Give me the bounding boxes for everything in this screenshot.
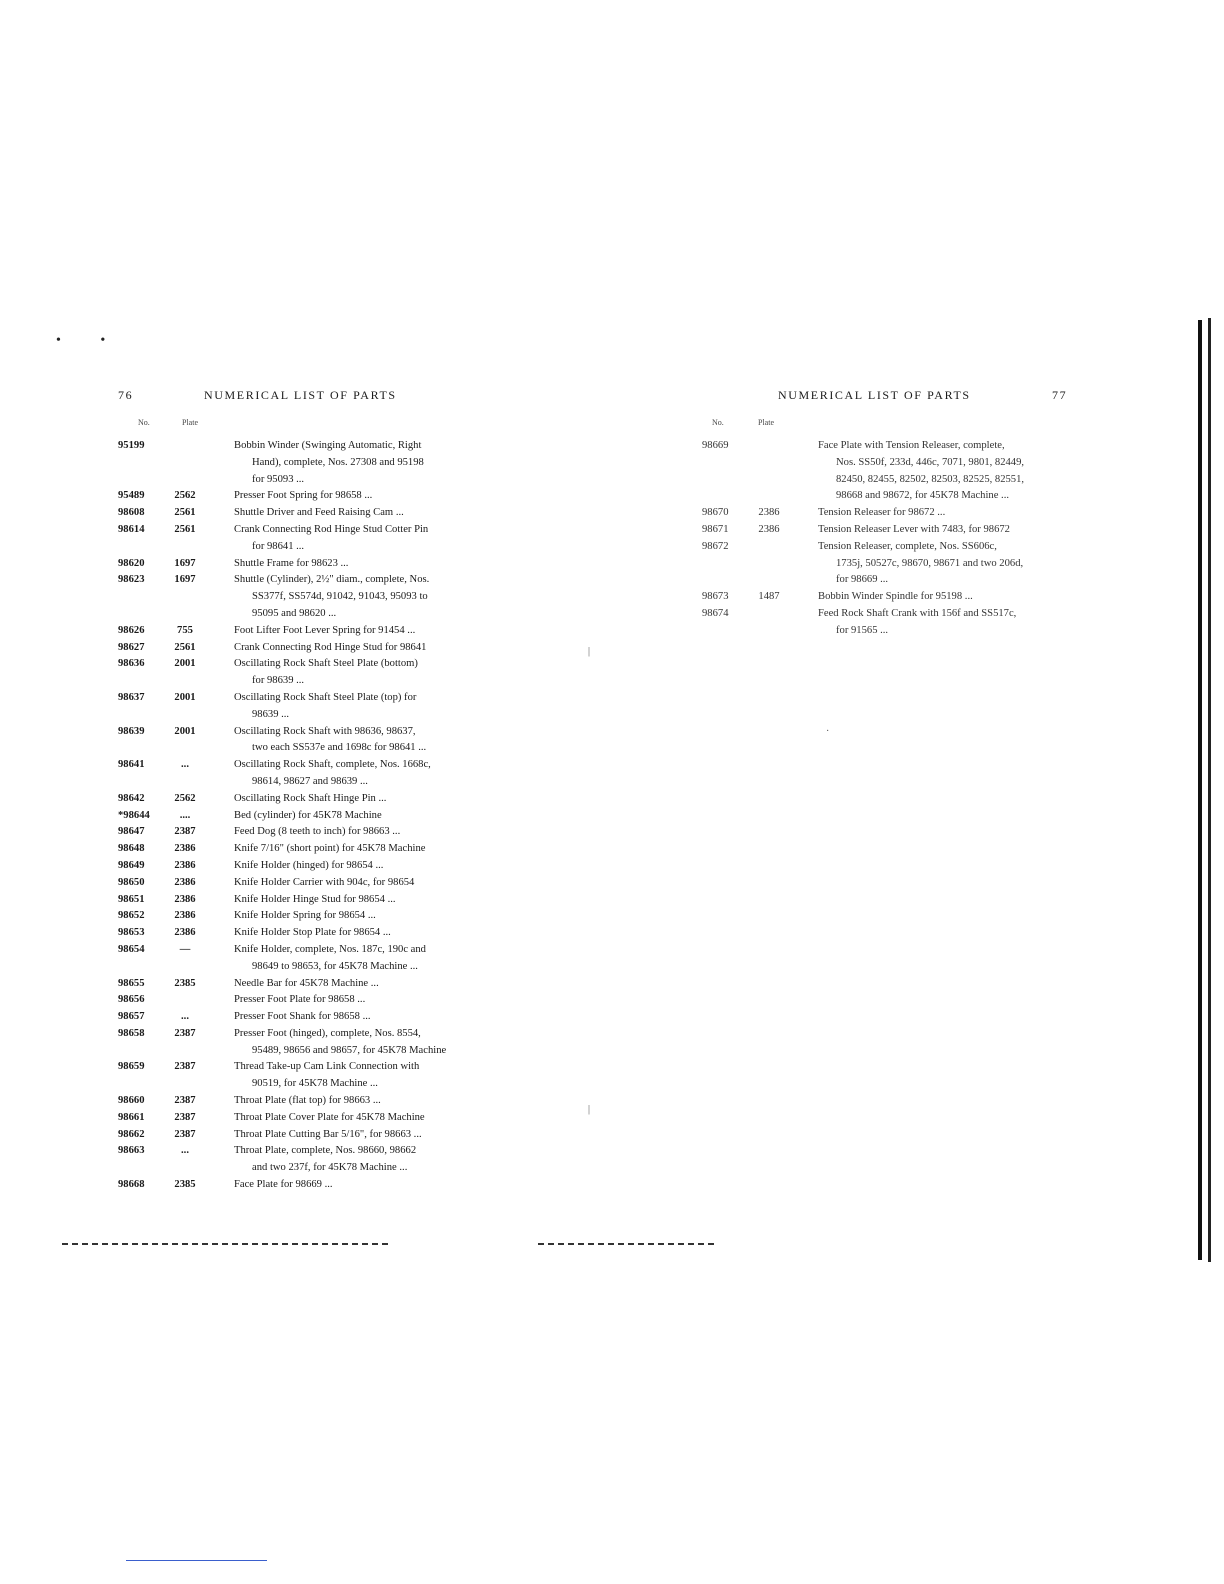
description-line: Nos. SS50f, 233d, 446c, 7071, 9801, 82449,: [836, 456, 1025, 468]
part-number: 98636: [118, 658, 145, 670]
part-description: [226, 1110, 494, 1127]
description-line: Knife 7/16" (short point) for 45K78 Machine: [234, 843, 426, 855]
list-item: [118, 1009, 494, 1026]
plate-number: 755: [177, 624, 193, 636]
parts-list: [118, 438, 494, 1194]
list-item: [118, 841, 494, 858]
description-line: 90519, for 45K78 Machine ...: [252, 1078, 378, 1090]
part-number: 98657: [118, 1011, 145, 1023]
list-item: [702, 539, 1074, 589]
description-line: two each SS537e and 1698c for 98641 ...: [252, 742, 427, 754]
description-line: Shuttle Driver and Feed Raising Cam ...: [234, 507, 404, 519]
list-item: [118, 488, 494, 505]
part-description: [226, 841, 494, 858]
part-number: 98650: [118, 876, 145, 888]
part-number: 98662: [118, 1128, 145, 1140]
description-line: Feed Rock Shaft Crank with 156f and SS517c,: [818, 607, 1017, 619]
list-item: [118, 824, 494, 841]
plate-number: 2386: [758, 523, 780, 535]
plate-number: [166, 438, 226, 488]
part-number: 98661: [118, 1111, 145, 1123]
description-line: Shuttle Frame for 98623 ...: [234, 557, 349, 569]
plate-number: 1697: [174, 574, 196, 586]
description-line: Knife Holder Stop Plate for 98654 ...: [234, 927, 391, 939]
part-description: [226, 1026, 494, 1060]
description-line: 1735j, 50527c, 98670, 98671 and two 206d,: [836, 557, 1024, 569]
description-line: Oscillating Rock Shaft Steel Plate (top) for: [234, 691, 417, 703]
part-description: [226, 976, 494, 993]
left-page-header: [118, 388, 494, 408]
description-line: Tension Releaser for 98672 ...: [818, 507, 946, 519]
description-line: Hand), complete, Nos. 27308 and 95198: [252, 456, 424, 468]
part-description: [226, 488, 494, 505]
description-line: Knife Holder Hinge Stud for 98654 ...: [234, 893, 396, 905]
plate-number: [750, 539, 810, 589]
plate-number: 2561: [174, 507, 196, 519]
plate-number: ...: [181, 1145, 189, 1157]
plate-number: 1487: [758, 591, 780, 603]
part-number: 98648: [118, 843, 145, 855]
part-description: [810, 589, 1074, 606]
left-page: [118, 388, 494, 1194]
list-item: [118, 724, 494, 758]
scan-speck-marks: • •: [56, 333, 124, 348]
list-item: [118, 808, 494, 825]
list-item: [118, 522, 494, 556]
list-item: [702, 589, 1074, 606]
part-number: 95199: [118, 440, 145, 451]
description-line: Presser Foot Shank for 98658 ...: [234, 1011, 371, 1023]
right-page: [702, 388, 1074, 640]
part-description: [226, 556, 494, 573]
description-line: 98649 to 98653, for 45K78 Machine ...: [252, 960, 418, 972]
col-no-header: No.: [138, 418, 150, 427]
description-line: for 98669 ...: [836, 574, 889, 586]
list-item: [118, 875, 494, 892]
description-line: Tension Releaser Lever with 7483, for 98672: [818, 523, 1010, 535]
part-number: 95489: [118, 490, 145, 502]
description-line: Oscillating Rock Shaft Hinge Pin ...: [234, 792, 387, 804]
description-line: Foot Lifter Foot Lever Spring for 91454 ...: [234, 624, 416, 636]
description-line: Knife Holder (hinged) for 98654 ...: [234, 859, 384, 871]
part-number: 98656: [118, 994, 145, 1006]
part-number: 98672: [702, 540, 729, 552]
plate-number: 1697: [174, 557, 196, 569]
part-description: [226, 808, 494, 825]
plate-number: 2386: [174, 910, 196, 922]
part-number: 98671: [702, 523, 729, 535]
description-line: for 98639 ...: [252, 675, 305, 687]
description-line: Crank Connecting Rod Hinge Stud for 98641: [234, 641, 427, 653]
part-description: [226, 1093, 494, 1110]
description-line: Oscillating Rock Shaft with 98636, 98637,: [234, 725, 416, 737]
part-number: 98626: [118, 624, 145, 636]
description-line: Tension Releaser, complete, Nos. SS606c,: [818, 540, 997, 552]
list-item: [118, 1093, 494, 1110]
description-line: Throat Plate (flat top) for 98663 ...: [234, 1095, 381, 1107]
description-line: 82450, 82455, 82502, 82503, 82525, 82551,: [836, 473, 1025, 485]
description-line: for 91565 ...: [836, 624, 889, 636]
part-number: 98674: [702, 607, 729, 619]
description-line: SS377f, SS574d, 91042, 91043, 95093 to: [252, 591, 428, 603]
list-item: [118, 556, 494, 573]
parts-list: [702, 438, 1074, 640]
part-description: [226, 992, 494, 1009]
list-item: [118, 623, 494, 640]
list-item: [118, 572, 494, 622]
part-number: 98614: [118, 523, 145, 535]
part-number: 98655: [118, 977, 145, 989]
part-description: [226, 438, 494, 488]
column-headers: [118, 418, 494, 432]
list-item: [118, 1026, 494, 1060]
list-item: [118, 925, 494, 942]
col-no-header: No.: [712, 418, 724, 427]
plate-number: 2386: [174, 893, 196, 905]
list-item: [118, 1127, 494, 1144]
binding-edge: [1198, 320, 1202, 1260]
part-description: [226, 858, 494, 875]
part-number: 98623: [118, 574, 145, 586]
list-item: [118, 640, 494, 657]
part-description: [226, 908, 494, 925]
bottom-scan-artifact: [62, 1243, 392, 1245]
part-description: [226, 505, 494, 522]
description-line: for 95093 ...: [252, 473, 305, 485]
plate-number: 2387: [174, 1095, 196, 1107]
list-item: [118, 438, 494, 488]
part-number: 98647: [118, 826, 145, 838]
description-line: Throat Plate Cutting Bar 5/16", for 98663 ...: [234, 1128, 422, 1140]
list-item: [118, 908, 494, 925]
part-number: 98637: [118, 691, 145, 703]
plate-number: ...: [181, 759, 189, 771]
part-description: [810, 606, 1074, 640]
list-item: [118, 1143, 494, 1177]
description-line: Bobbin Winder Spindle for 95198 ...: [818, 591, 973, 603]
part-description: [226, 757, 494, 791]
description-line: Presser Foot Spring for 98658 ...: [234, 490, 373, 502]
plate-number: 2386: [174, 927, 196, 939]
col-plate-header: Plate: [182, 418, 198, 427]
bottom-link-underline: [126, 1560, 267, 1561]
part-description: [226, 791, 494, 808]
list-item: [118, 892, 494, 909]
description-line: and two 237f, for 45K78 Machine ...: [252, 1162, 408, 1174]
page-number: 76: [118, 388, 134, 402]
list-item: [118, 791, 494, 808]
part-number: 98669: [702, 440, 729, 451]
plate-number: 2561: [174, 641, 196, 653]
part-description: [226, 1059, 494, 1093]
part-number: 98659: [118, 1061, 145, 1073]
part-number: 98660: [118, 1095, 145, 1107]
gutter-mark: |: [588, 646, 591, 657]
description-line: Presser Foot Plate for 98658 ...: [234, 994, 366, 1006]
list-item: [702, 438, 1074, 505]
plate-number: 2387: [174, 1128, 196, 1140]
part-number: 98670: [702, 507, 729, 519]
list-item: [118, 757, 494, 791]
part-number: 98652: [118, 910, 145, 922]
list-item: [118, 976, 494, 993]
page-number: 77: [1052, 388, 1068, 402]
description-line: Face Plate with Tension Releaser, complete,: [818, 440, 1005, 451]
part-number: 98673: [702, 591, 729, 603]
part-number: 98627: [118, 641, 145, 653]
plate-number: 2561: [174, 523, 196, 535]
description-line: 98639 ...: [252, 708, 290, 720]
description-line: Needle Bar for 45K78 Machine ...: [234, 977, 379, 989]
right-page-header: [702, 388, 1074, 408]
page-title: NUMERICAL LIST OF PARTS: [778, 388, 971, 402]
plate-number: 2385: [174, 1179, 196, 1191]
description-line: Oscillating Rock Shaft, complete, Nos. 1668c,: [234, 759, 431, 771]
description-line: Knife Holder Spring for 98654 ...: [234, 910, 376, 922]
plate-number: 2386: [174, 876, 196, 888]
plate-number: 2387: [174, 1111, 196, 1123]
plate-number: [166, 992, 226, 1009]
part-number: 98663: [118, 1145, 145, 1157]
plate-number: ...: [181, 1011, 189, 1023]
plate-number: 2001: [174, 691, 196, 703]
description-line: Face Plate for 98669 ...: [234, 1179, 333, 1191]
list-item: [118, 1059, 494, 1093]
list-item: [118, 656, 494, 690]
list-item: [118, 858, 494, 875]
plate-number: 2385: [174, 977, 196, 989]
description-line: 98668 and 98672, for 45K78 Machine ...: [836, 490, 1010, 502]
part-description: [226, 572, 494, 622]
list-item: [702, 522, 1074, 539]
part-number: 98653: [118, 927, 145, 939]
part-number: 98639: [118, 725, 145, 737]
part-number: 98620: [118, 557, 145, 569]
part-description: [226, 875, 494, 892]
description-line: Presser Foot (hinged), complete, Nos. 8554,: [234, 1027, 421, 1039]
description-line: Oscillating Rock Shaft Steel Plate (bottom): [234, 658, 418, 670]
plate-number: 2001: [174, 658, 196, 670]
list-item: [118, 992, 494, 1009]
part-number: 98608: [118, 507, 145, 519]
scan-speck: ·: [826, 726, 830, 737]
part-description: [810, 522, 1074, 539]
description-line: Throat Plate, complete, Nos. 98660, 98662: [234, 1145, 417, 1157]
part-description: [226, 1177, 494, 1194]
description-line: Bobbin Winder (Swinging Automatic, Right: [234, 440, 422, 451]
plate-number: 2386: [174, 859, 196, 871]
list-item: [118, 1110, 494, 1127]
plate-number: —: [179, 943, 191, 955]
description-line: 95095 and 98620 ...: [252, 607, 337, 619]
plate-number: 2386: [758, 507, 780, 519]
part-description: [226, 925, 494, 942]
part-number: 98641: [118, 759, 145, 771]
plate-number: ....: [179, 809, 191, 821]
plate-number: 2562: [174, 792, 196, 804]
description-line: for 98641 ...: [252, 540, 305, 552]
plate-number: [750, 438, 810, 505]
part-description: [810, 539, 1074, 589]
part-number: 98642: [118, 792, 145, 804]
plate-number: 2001: [174, 725, 196, 737]
part-description: [226, 1009, 494, 1026]
part-number: 98668: [118, 1179, 145, 1191]
description-line: Crank Connecting Rod Hinge Stud Cotter Pin: [234, 523, 429, 535]
part-description: [226, 1143, 494, 1177]
part-description: [226, 522, 494, 556]
list-item: [118, 1177, 494, 1194]
part-number: 98654: [118, 943, 145, 955]
list-item: [118, 942, 494, 976]
part-description: [810, 505, 1074, 522]
description-line: Knife Holder, complete, Nos. 187c, 190c and: [234, 943, 426, 955]
part-description: [810, 438, 1074, 505]
bottom-scan-artifact: [538, 1243, 718, 1245]
part-description: [226, 1127, 494, 1144]
description-line: 98614, 98627 and 98639 ...: [252, 775, 368, 787]
gutter-mark: |: [588, 1104, 591, 1115]
list-item: [702, 606, 1074, 640]
part-description: [226, 656, 494, 690]
description-line: Shuttle (Cylinder), 2½" diam., complete, Nos.: [234, 574, 430, 586]
part-number: 98649: [118, 859, 145, 871]
col-plate-header: Plate: [758, 418, 774, 427]
plate-number: 2562: [174, 490, 196, 502]
list-item: [118, 505, 494, 522]
part-number: *98644: [118, 809, 150, 821]
description-line: Bed (cylinder) for 45K78 Machine: [234, 809, 382, 821]
part-description: [226, 640, 494, 657]
part-description: [226, 824, 494, 841]
plate-number: 2387: [174, 1061, 196, 1073]
page-title: NUMERICAL LIST OF PARTS: [204, 388, 397, 402]
list-item: [118, 690, 494, 724]
binding-edge-outer: [1208, 318, 1211, 1262]
description-line: Thread Take-up Cam Link Connection with: [234, 1061, 420, 1073]
part-description: [226, 623, 494, 640]
list-item: [702, 505, 1074, 522]
description-line: 95489, 98656 and 98657, for 45K78 Machine: [252, 1044, 447, 1056]
plate-number: 2387: [174, 826, 196, 838]
description-line: Throat Plate Cover Plate for 45K78 Machine: [234, 1111, 425, 1123]
plate-number: [750, 606, 810, 640]
plate-number: 2387: [174, 1027, 196, 1039]
part-number: 98651: [118, 893, 145, 905]
description-line: Feed Dog (8 teeth to inch) for 98663 ...: [234, 826, 401, 838]
column-headers: [702, 418, 1074, 432]
part-description: [226, 942, 494, 976]
part-description: [226, 690, 494, 724]
plate-number: 2386: [174, 843, 196, 855]
description-line: Knife Holder Carrier with 904c, for 98654: [234, 876, 415, 888]
part-number: 98658: [118, 1027, 145, 1039]
part-description: [226, 892, 494, 909]
part-description: [226, 724, 494, 758]
